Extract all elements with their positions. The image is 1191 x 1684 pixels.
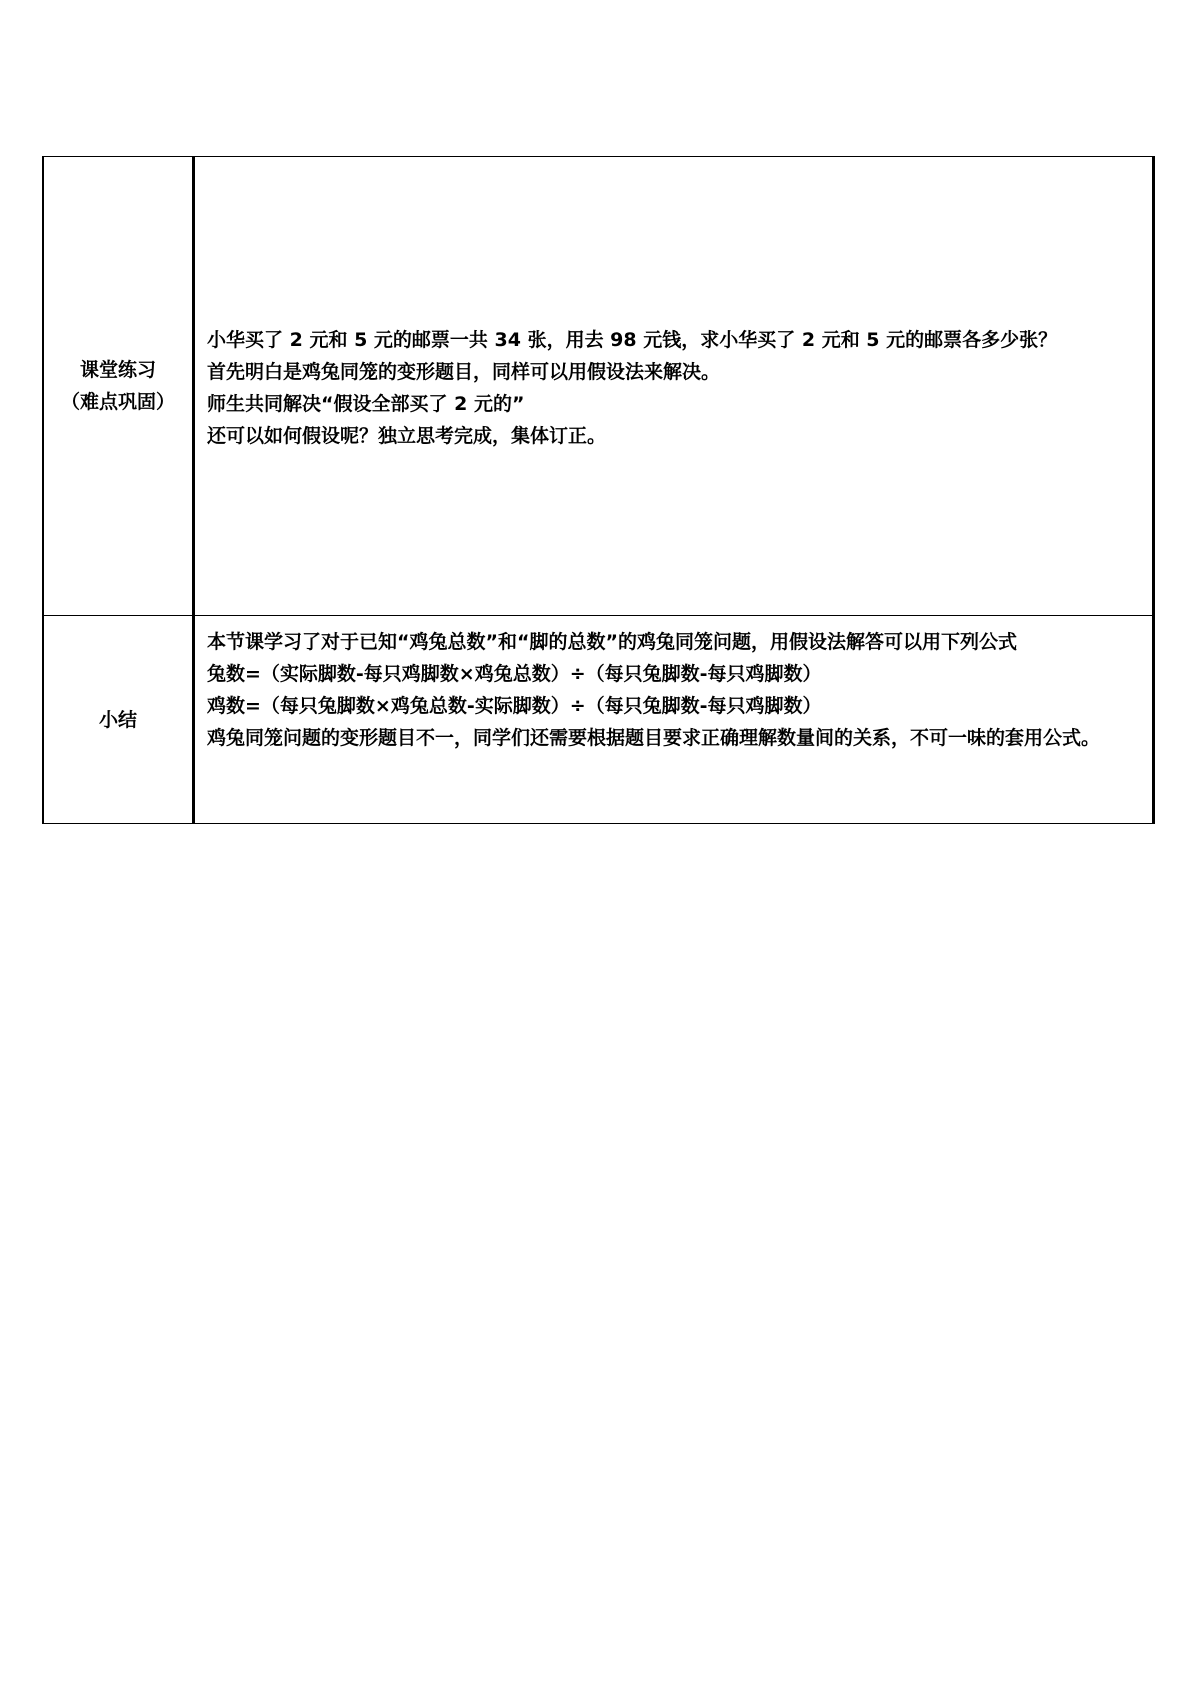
row-label: 课堂练习	[79, 359, 156, 381]
content-line: 师生共同解决“假设全部买了 2 元的”	[207, 393, 525, 415]
content-line: 鸡数=（每只兔脚数×鸡兔总数-实际脚数）÷（每只兔脚数-每只鸡脚数）	[207, 695, 822, 717]
content-line: 首先明白是鸡兔同笼的变形题目，同样可以用假设法来解决。	[207, 361, 721, 383]
content-cell-practice	[194, 157, 1154, 616]
table-row-practice	[43, 157, 1154, 616]
content-cell-summary	[194, 616, 1154, 824]
row-label-sub: （难点巩固）	[60, 391, 175, 413]
content-line: 兔数=（实际脚数-每只鸡脚数×鸡兔总数）÷（每只兔脚数-每只鸡脚数）	[207, 663, 822, 685]
label-cell-practice	[43, 157, 194, 616]
lesson-plan-table	[42, 156, 1155, 824]
row-label: 小结	[98, 708, 137, 731]
content-line: 本节课学习了对于已知“鸡兔总数”和“脚的总数”的鸡兔同笼问题，用假设法解答可以用下列公式	[207, 631, 1017, 653]
content-line: 还可以如何假设呢？独立思考完成，集体订正。	[207, 425, 607, 447]
content-line: 鸡兔同笼问题的变形题目不一，同学们还需要根据题目要求正确理解数量间的关系，不可一味的套用公式。	[207, 727, 1101, 749]
content-line: 小华买了 2 元和 5 元的邮票一共 34 张，用去 98 元钱，求小华买了 2 元和 5 元的邮票各多少张？	[207, 329, 1058, 351]
table-row-summary	[43, 616, 1154, 824]
label-cell-summary	[43, 616, 194, 824]
